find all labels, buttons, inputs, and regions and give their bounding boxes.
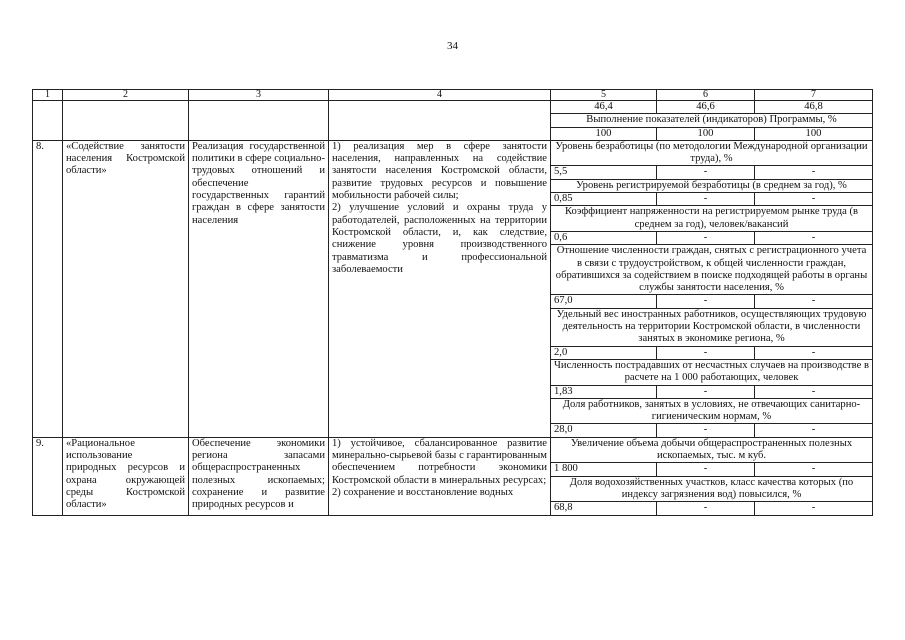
value-cell: 46,8 — [755, 101, 873, 114]
row-number: 8. — [33, 140, 63, 437]
value-cell: 5,5 — [551, 166, 657, 179]
value-cell: - — [755, 424, 873, 437]
header-cell: 2 — [63, 90, 189, 101]
indicator-caption: Отношение численности граждан, снятых с регистрационного учета в связи с трудоустройством, к общей численности граждан, обратившихся за содействием в поиске подходящей работы в органы службы занятости населения, % — [551, 245, 873, 295]
value-cell: 100 — [755, 127, 873, 140]
program-tasks: 1) реализация мер в сфере занятости населения, направленных на содействие занятости населения Костромской области, развитие трудовых ресурсов и повышение мобильности рабочей силы; 2) улучшение условий и охраны труда у работодателей, расположенных на территории Костромской области, и, как следствие, снижение уровня производственного травматизма и профессиональной заболеваемости — [329, 140, 551, 437]
value-cell: 0,85 — [551, 193, 657, 206]
value-cell: - — [657, 385, 755, 398]
program-goal: Обеспечение экономики региона запасами общераспространенных полезных ископаемых; сохранение и развитие природных ресурсов и — [189, 437, 329, 515]
program-indicators-table — [32, 89, 873, 516]
value-cell: - — [755, 502, 873, 515]
header-cell: 1 — [33, 90, 63, 101]
row-number: 9. — [33, 437, 63, 515]
value-cell: - — [657, 231, 755, 244]
value-cell: 100 — [551, 127, 657, 140]
table-row — [33, 101, 873, 114]
page-number: 34 — [447, 40, 458, 52]
header-cell: 5 — [551, 90, 657, 101]
value-cell: - — [755, 346, 873, 359]
indicator-caption: Уровень безработицы (по методологии Международной организации труда), % — [551, 140, 873, 166]
value-cell: - — [755, 193, 873, 206]
program-name: «Содействие занятости населения Костромской области» — [63, 140, 189, 437]
header-cell: 7 — [755, 90, 873, 101]
value-cell: - — [755, 166, 873, 179]
table-body — [33, 90, 873, 516]
value-cell: 2,0 — [551, 346, 657, 359]
value-cell: - — [755, 231, 873, 244]
header-cell: 3 — [189, 90, 329, 101]
empty-cell — [63, 101, 189, 141]
value-cell: - — [755, 463, 873, 476]
value-cell: 46,4 — [551, 101, 657, 114]
value-cell: 28,0 — [551, 424, 657, 437]
value-cell: - — [657, 346, 755, 359]
header-cell: 4 — [329, 90, 551, 101]
value-cell: - — [755, 385, 873, 398]
indicator-caption: Выполнение показателей (индикаторов) Программы, % — [551, 114, 873, 127]
value-cell: 100 — [657, 127, 755, 140]
value-cell: 1 800 — [551, 463, 657, 476]
header-row — [33, 90, 873, 101]
value-cell: - — [657, 295, 755, 308]
indicator-caption: Удельный вес иностранных работников, осуществляющих трудовую деятельность на территории Костромской области, в численности занятых в экономике региона, % — [551, 308, 873, 346]
value-cell: - — [657, 424, 755, 437]
value-cell: 67,0 — [551, 295, 657, 308]
value-cell: 68,8 — [551, 502, 657, 515]
program-name: «Рациональное использование природных ресурсов и охрана окружающей среды Костромской области» — [63, 437, 189, 515]
empty-cell — [329, 101, 551, 141]
value-cell: - — [657, 193, 755, 206]
empty-cell — [33, 101, 63, 141]
indicator-caption: Доля водохозяйственных участков, класс качества которых (по индексу загрязнения вод) повысился, % — [551, 476, 873, 502]
value-cell: - — [657, 502, 755, 515]
value-cell: - — [657, 463, 755, 476]
indicator-caption: Уровень регистрируемой безработицы (в среднем за год), % — [551, 179, 873, 192]
indicator-caption: Численность пострадавших от несчастных случаев на производстве в расчете на 1 000 работающих, человек — [551, 359, 873, 385]
table-row — [33, 140, 873, 166]
value-cell: 46,6 — [657, 101, 755, 114]
value-cell: - — [657, 166, 755, 179]
indicator-caption: Доля работников, занятых в условиях, не отвечающих санитарно-гигиеническим нормам, % — [551, 398, 873, 424]
indicator-caption: Коэффициент напряженности на регистрируемом рынке труда (в среднем за год), человек/вакансий — [551, 206, 873, 232]
indicator-caption: Увеличение объема добычи общераспространенных полезных ископаемых, тыс. м куб. — [551, 437, 873, 463]
value-cell: 0,6 — [551, 231, 657, 244]
program-goal: Реализация государственной политики в сфере социально-трудовых отношений и обеспечение государственных гарантий граждан в сфере занятости населения — [189, 140, 329, 437]
program-tasks: 1) устойчивое, сбалансированное развитие минерально-сырьевой базы с гарантированным обеспечением потребности экономики Костромской области в минеральных ресурсах; 2) сохранение и восстановление водных — [329, 437, 551, 515]
table-row — [33, 437, 873, 463]
value-cell: - — [755, 295, 873, 308]
empty-cell — [189, 101, 329, 141]
value-cell: 1,83 — [551, 385, 657, 398]
header-cell: 6 — [657, 90, 755, 101]
